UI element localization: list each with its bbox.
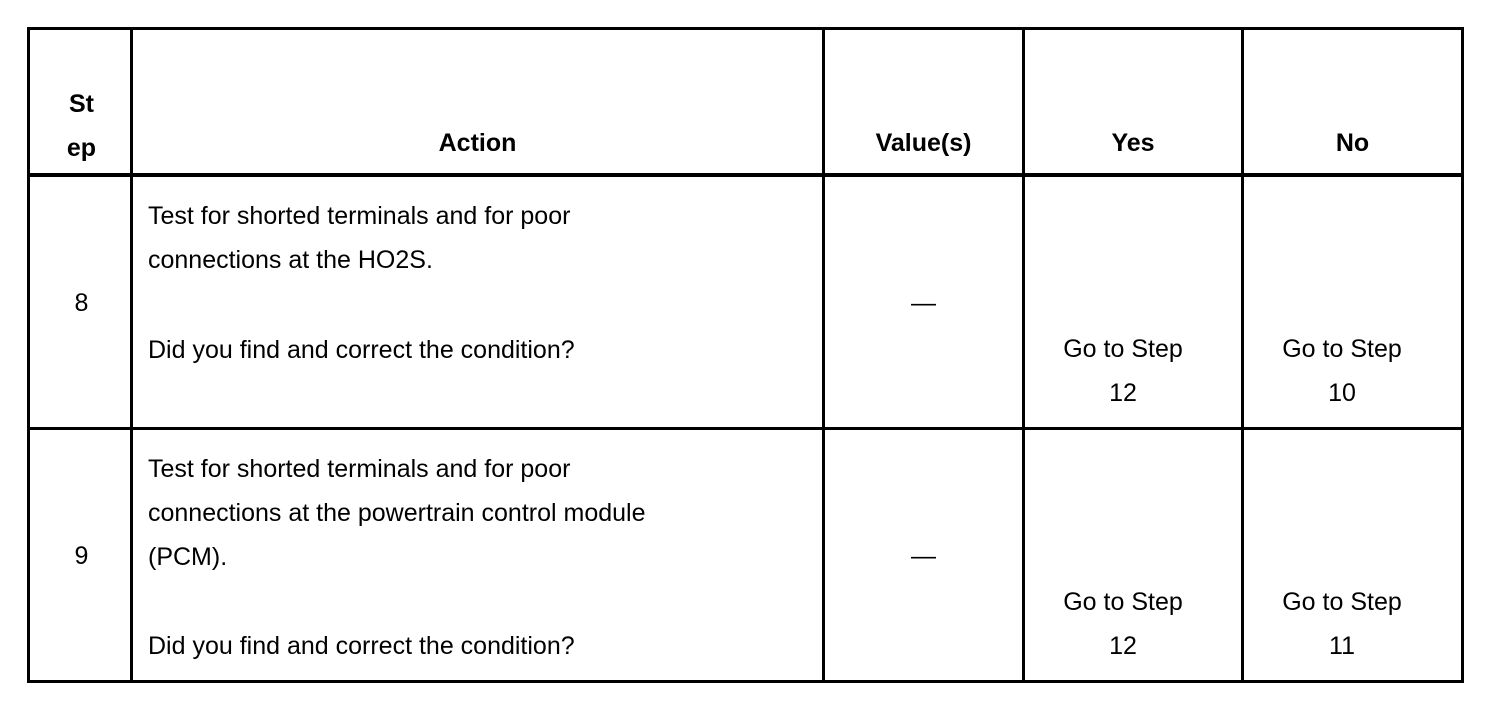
header-step [33,82,130,170]
row-8-action-line2: connections at the HO2S. [148,246,433,274]
row-9-value: — [911,542,936,570]
row-8-no-line1: Go to Step [1282,335,1402,363]
row-8-yes-line2: 12 [1109,379,1137,407]
diagnostic-table [27,27,1464,683]
row-8-question: Did you find and correct the condition? [148,336,575,364]
header-divider [30,173,1464,177]
row-9-no [1244,580,1440,668]
row-9-no-line1: Go to Step [1282,588,1402,616]
row-8-step: 8 [74,289,89,317]
row-9-action-line2: connections at the powertrain control module [148,499,646,527]
row-9-action-line1: Test for shorted terminals and for poor [148,455,571,483]
row-8-no-line2: 10 [1328,379,1356,407]
row-9-step: 9 [74,542,89,570]
header-action: Action [438,129,517,157]
row-8-action [148,194,570,282]
header-step-line2: ep [66,134,97,162]
row-9-no-line2: 11 [1329,632,1355,660]
header-yes: Yes [1111,129,1155,157]
row-divider [30,427,1464,430]
row-9-action [148,447,646,579]
row-8-value: — [911,289,936,317]
row-9-action-line3: (PCM). [148,543,228,571]
row-9-yes-line1: Go to Step [1063,588,1183,616]
header-no: No [1335,129,1370,157]
row-9-question: Did you find and correct the condition? [148,632,575,660]
row-8-yes-line1: Go to Step [1063,335,1183,363]
row-8-action-line1: Test for shorted terminals and for poor [148,202,571,230]
row-9-yes [1025,580,1221,668]
header-step-line1: St [69,90,94,118]
column-divider-right [1461,30,1464,680]
row-8-no [1244,327,1440,415]
header-values: Value(s) [875,129,972,157]
row-9-yes-line2: 12 [1109,632,1137,660]
row-8-yes [1025,327,1221,415]
